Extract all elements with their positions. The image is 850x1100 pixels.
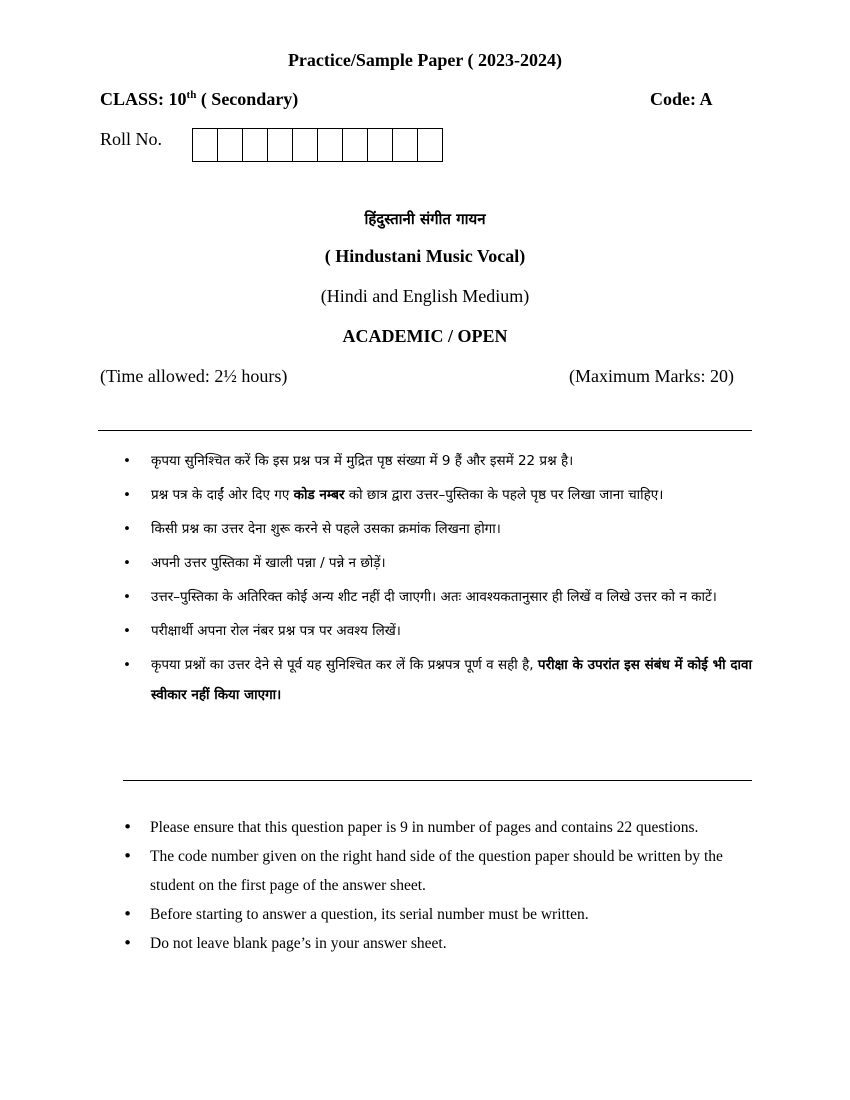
class-text: CLASS: 10 (100, 89, 187, 109)
subject-english: ( Hindustani Music Vocal) (324, 246, 526, 266)
roll-number-box[interactable] (318, 129, 343, 161)
roll-number-box[interactable] (218, 129, 243, 161)
paper-title: Practice/Sample Paper ( 2023-2024) (287, 50, 563, 70)
hindi-instruction-item (123, 480, 752, 510)
bullet-icon: • (123, 453, 131, 469)
hindi-instruction-item (123, 616, 752, 646)
bullet-icon: • (123, 555, 131, 571)
hindi-instructions (123, 446, 752, 714)
roll-number-box[interactable] (418, 129, 443, 161)
english-instruction-item (123, 842, 763, 900)
instruction-text: प्रश्न पत्र के दाईं ओर दिए गए (151, 487, 294, 503)
bullet-icon: • (123, 847, 133, 865)
instruction-text: उत्तर–पुस्तिका के अतिरिक्त कोई अन्य शीट नहीं दी जाएगी। अतः आवश्यकतानुसार ही लिखें व लिखे उत्तर को न काटें। (151, 589, 717, 605)
bullet-icon: • (123, 818, 133, 836)
instruction-text: परीक्षार्थी अपना रोल नंबर प्रश्न पत्र पर अवश्य लिखें। (151, 623, 401, 639)
hindi-instruction-item (123, 514, 752, 544)
class-label (100, 89, 298, 110)
maximum-marks: (Maximum Marks: 20) (569, 366, 734, 386)
class-stream: ( Secondary) (196, 89, 299, 109)
instruction-text: अपनी उत्तर पुस्तिका में खाली पन्ना / पन्ने न छोड़ें। (151, 555, 386, 571)
roll-number-label: Roll No. (100, 129, 163, 149)
subject-hindi: हिंदुस्तानी संगीत गायन (364, 210, 486, 228)
time-allowed: (Time allowed: 2½ hours) (100, 366, 288, 386)
english-instruction-item (123, 929, 763, 958)
bullet-icon: • (123, 521, 131, 537)
bullet-icon: • (123, 487, 131, 503)
hindi-instruction-item (123, 582, 752, 612)
instruction-text: कृपया सुनिश्चित करें कि इस प्रश्न पत्र में मुद्रित पृष्ठ संख्या में 9 हैं और इसमें 22 प्रश्न है। (151, 453, 574, 469)
bullet-icon: • (123, 905, 133, 923)
roll-number-box[interactable] (293, 129, 318, 161)
hindi-instruction-item (123, 446, 752, 476)
english-instruction-item (123, 813, 763, 842)
instruction-emphasis: कोड नम्बर (293, 487, 345, 503)
paper-code: Code: A (650, 89, 713, 109)
roll-number-box[interactable] (393, 129, 418, 161)
instruction-text: को छात्र द्वारा उत्तर–पुस्तिका के पहले पृष्ठ पर लिखा जाना चाहिए। (344, 487, 664, 503)
bullet-icon: • (123, 657, 131, 673)
stream-label: ACADEMIC / OPEN (342, 326, 508, 346)
hindi-instruction-item (123, 650, 752, 710)
bullet-icon: • (123, 623, 131, 639)
bullet-icon: • (123, 589, 131, 605)
instruction-text: कृपया प्रश्नों का उत्तर देने से पूर्व यह सुनिश्चित कर लें कि प्रश्नपत्र पूर्ण व सही है, (151, 657, 538, 673)
roll-number-box[interactable] (343, 129, 368, 161)
roll-number-box[interactable] (193, 129, 218, 161)
english-instruction-item (123, 900, 763, 929)
instruction-text: Before starting to answer a question, its serial number must be written. (150, 906, 589, 923)
roll-number-box[interactable] (243, 129, 268, 161)
class-superscript: th (186, 89, 197, 101)
roll-number-boxes[interactable] (192, 128, 443, 162)
roll-number-box[interactable] (368, 129, 393, 161)
top-divider (98, 430, 752, 431)
instruction-text: The code number given on the right hand side of the question paper should be written by the student on the first page of the answer sheet. (150, 848, 723, 894)
instruction-text: Please ensure that this question paper is 9 in number of pages and contains 22 questions. (150, 819, 699, 836)
middle-divider (123, 780, 752, 781)
bullet-icon: • (123, 934, 133, 952)
instruction-text: Do not leave blank page’s in your answer sheet. (150, 935, 447, 952)
hindi-instruction-item (123, 548, 752, 578)
instruction-text: किसी प्रश्न का उत्तर देना शुरू करने से पहले उसका क्रमांक लिखना होगा। (151, 521, 501, 537)
medium-label: (Hindi and English Medium) (320, 286, 530, 306)
instruction-emphasis: परीक्षा के उपरांत इस संबंध में कोई भी दावा स्वीकार नहीं किया जाएगा। (151, 657, 752, 703)
roll-number-box[interactable] (268, 129, 293, 161)
english-instructions (123, 813, 763, 958)
